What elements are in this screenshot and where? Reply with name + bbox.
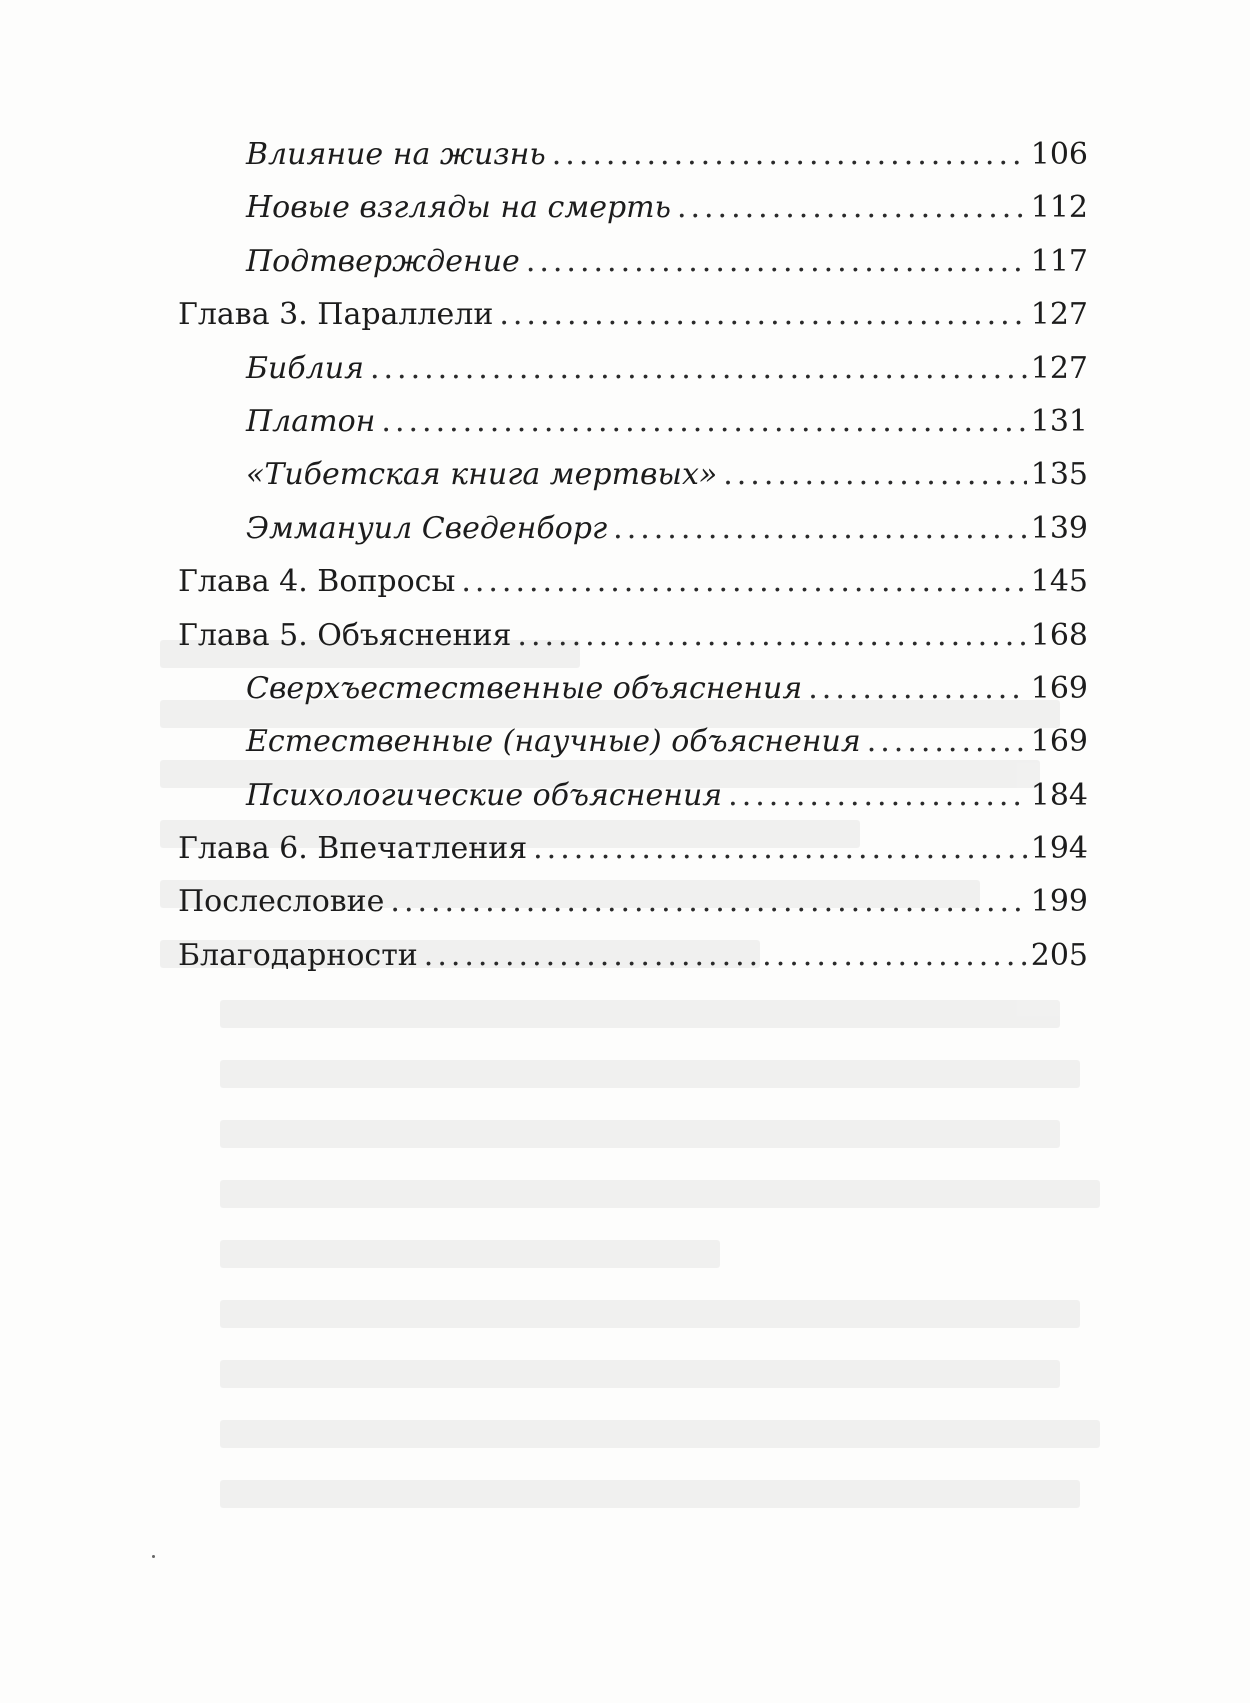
dot-leader (370, 342, 1027, 395)
dot-leader (728, 769, 1027, 822)
toc-chapter-entry[interactable] (178, 288, 1088, 341)
toc-page-number: 139 (1030, 510, 1088, 546)
dot-leader (723, 448, 1027, 501)
toc-page-number: 199 (1030, 884, 1088, 920)
dot-leader (677, 181, 1027, 234)
toc-page-number: 169 (1030, 724, 1088, 760)
toc-page-number: 168 (1030, 617, 1088, 653)
dot-leader (533, 822, 1027, 875)
dot-leader (424, 929, 1027, 982)
toc-entry[interactable] (178, 128, 1088, 181)
dot-leader (552, 128, 1027, 181)
dot-leader (613, 502, 1027, 555)
dot-leader (867, 715, 1027, 768)
dot-leader (526, 235, 1027, 288)
toc-page-number: 145 (1030, 564, 1088, 600)
toc-chapter-entry[interactable] (178, 875, 1088, 928)
toc-page-number: 127 (1030, 297, 1088, 333)
toc-entry-title: Новые взгляды на смерть (246, 190, 671, 226)
dot-leader (517, 609, 1026, 662)
toc-entry-title: Глава 4. Вопросы (178, 564, 456, 600)
toc-chapter-entry[interactable] (178, 929, 1088, 982)
toc-page-number: 117 (1030, 243, 1088, 279)
toc-entry-title: Благодарности (178, 937, 418, 973)
toc-entry[interactable] (178, 662, 1088, 715)
dot-leader (499, 288, 1026, 341)
toc-entry-title: Глава 5. Объяснения (178, 617, 512, 653)
toc-entry-title: Влияние на жизнь (246, 137, 546, 172)
toc-entry[interactable] (178, 502, 1088, 555)
toc-page-number: 169 (1030, 670, 1088, 706)
dot-leader (390, 875, 1026, 928)
toc-entry-title: Сверхъестественные объяснения (246, 670, 803, 706)
toc-page-number: 205 (1030, 937, 1088, 973)
toc-page-number: 194 (1030, 831, 1088, 867)
toc-chapter-entry[interactable] (178, 609, 1088, 662)
toc-entry-title: Глава 3. Параллели (178, 297, 494, 333)
dot-leader (461, 555, 1026, 608)
toc-chapter-entry[interactable] (178, 822, 1088, 875)
toc-page-number: 112 (1030, 190, 1088, 226)
toc-entry[interactable] (178, 395, 1088, 448)
toc-entry-title: Психологические объяснения (246, 777, 723, 813)
toc-entry-title: «Тибетская книга мертвых» (246, 457, 718, 493)
toc-entry-title: Естественные (научные) объяснения (246, 724, 861, 760)
toc-chapter-entry[interactable] (178, 555, 1088, 608)
toc-page-number: 184 (1030, 777, 1088, 813)
dot-leader (381, 395, 1026, 448)
toc-entry-title: Послесловие (178, 884, 385, 920)
toc-entry-title: Библия (246, 350, 364, 386)
toc-entry[interactable] (178, 448, 1088, 501)
toc-entry-title: Глава 6. Впечатления (178, 831, 528, 867)
toc-entry[interactable] (178, 235, 1088, 288)
toc-page-number: 135 (1030, 457, 1088, 493)
toc-entry[interactable] (178, 342, 1088, 395)
table-of-contents (178, 128, 1088, 982)
toc-entry-title: Платон (246, 403, 376, 439)
dot-leader (808, 662, 1026, 715)
toc-entry-title: Эммануил Сведенборг (246, 510, 608, 546)
toc-entry[interactable] (178, 181, 1088, 234)
toc-page-number: 131 (1030, 403, 1088, 439)
toc-entry-title: Подтверждение (246, 243, 520, 279)
dust-speck (152, 1555, 155, 1558)
toc-page-number: 106 (1030, 137, 1088, 172)
toc-page-number: 127 (1030, 350, 1088, 386)
toc-entry[interactable] (178, 769, 1088, 822)
toc-entry[interactable] (178, 715, 1088, 768)
